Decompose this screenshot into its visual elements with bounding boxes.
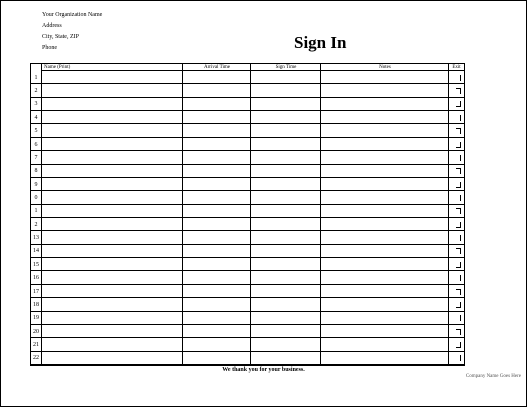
row-number: 16 bbox=[33, 275, 39, 282]
row-number: 2 bbox=[34, 88, 38, 95]
row-divider bbox=[31, 284, 464, 285]
exit-checkbox[interactable] bbox=[460, 235, 461, 241]
exit-checkbox[interactable] bbox=[456, 262, 461, 268]
row-divider bbox=[31, 244, 464, 245]
row-number: 4 bbox=[34, 114, 38, 121]
row-divider bbox=[31, 311, 464, 312]
row-divider bbox=[31, 270, 464, 271]
row-divider bbox=[31, 217, 464, 218]
page-title: Sign In bbox=[294, 33, 347, 52]
row-divider bbox=[31, 230, 464, 231]
row-number: 13 bbox=[33, 235, 39, 242]
exit-checkbox[interactable] bbox=[460, 155, 461, 161]
row-number: 0 bbox=[34, 194, 38, 201]
exit-checkbox[interactable] bbox=[460, 315, 461, 321]
exit-checkbox[interactable] bbox=[456, 182, 461, 188]
exit-checkbox[interactable] bbox=[456, 289, 461, 295]
row-number: 22 bbox=[33, 355, 39, 362]
row-number: 15 bbox=[33, 261, 39, 268]
exit-checkbox[interactable] bbox=[456, 208, 461, 214]
exit-checkbox[interactable] bbox=[456, 342, 461, 348]
column-header-exit: Exit bbox=[449, 64, 464, 71]
exit-checkbox[interactable] bbox=[456, 222, 461, 228]
row-divider bbox=[31, 351, 464, 352]
row-divider bbox=[31, 164, 464, 165]
exit-checkbox[interactable] bbox=[456, 302, 461, 308]
row-divider bbox=[31, 204, 464, 205]
row-number: 3 bbox=[34, 101, 38, 108]
row-number: 14 bbox=[33, 248, 39, 255]
column-header-name: Name (Print) bbox=[42, 64, 183, 71]
exit-checkbox[interactable] bbox=[460, 355, 461, 361]
row-divider bbox=[31, 337, 464, 338]
exit-checkbox[interactable] bbox=[456, 88, 461, 94]
row-number: 19 bbox=[33, 315, 39, 322]
org-name: Your Organization Name bbox=[42, 12, 103, 18]
column-header-arrival: Arrival Time bbox=[183, 64, 251, 71]
row-divider bbox=[31, 137, 464, 138]
row-number: 9 bbox=[34, 181, 38, 188]
exit-checkbox[interactable] bbox=[460, 115, 461, 121]
exit-checkbox[interactable] bbox=[456, 101, 461, 107]
row-divider bbox=[31, 150, 464, 151]
row-number: 5 bbox=[34, 128, 38, 135]
row-number: 7 bbox=[34, 154, 38, 161]
row-divider bbox=[31, 177, 464, 178]
row-number: 8 bbox=[34, 168, 38, 175]
row-divider bbox=[31, 123, 464, 124]
row-number: 2 bbox=[34, 221, 38, 228]
organization-block bbox=[42, 10, 102, 54]
exit-checkbox[interactable] bbox=[460, 75, 461, 81]
org-address: Address bbox=[42, 23, 62, 29]
row-divider bbox=[31, 97, 464, 98]
exit-checkbox[interactable] bbox=[456, 329, 461, 335]
row-number: 17 bbox=[33, 288, 39, 295]
row-number: 1 bbox=[34, 74, 38, 81]
row-number: 6 bbox=[34, 141, 38, 148]
exit-checkbox[interactable] bbox=[456, 142, 461, 148]
company-name: Company Name Goes Here bbox=[465, 374, 521, 379]
row-number: 21 bbox=[33, 341, 39, 348]
row-divider bbox=[31, 364, 464, 365]
row-divider bbox=[31, 297, 464, 298]
column-header-notes: Notes bbox=[321, 64, 449, 71]
footer-message: We thank you for your business. bbox=[222, 367, 305, 373]
sign-in-table bbox=[30, 63, 465, 366]
row-divider bbox=[31, 190, 464, 191]
column-header-sign: Sign Time bbox=[251, 64, 321, 71]
exit-checkbox[interactable] bbox=[460, 195, 461, 201]
row-divider bbox=[31, 324, 464, 325]
exit-checkbox[interactable] bbox=[456, 128, 461, 134]
row-divider bbox=[31, 110, 464, 111]
exit-checkbox[interactable] bbox=[456, 168, 461, 174]
exit-checkbox[interactable] bbox=[456, 248, 461, 254]
row-number: 20 bbox=[33, 328, 39, 335]
row-divider bbox=[31, 257, 464, 258]
row-number: 18 bbox=[33, 301, 39, 308]
org-citystate: City, State, ZIP bbox=[42, 34, 79, 40]
row-divider bbox=[31, 83, 464, 84]
exit-checkbox[interactable] bbox=[460, 275, 461, 281]
org-phone: Phone bbox=[42, 45, 57, 51]
row-number: 1 bbox=[34, 208, 38, 215]
